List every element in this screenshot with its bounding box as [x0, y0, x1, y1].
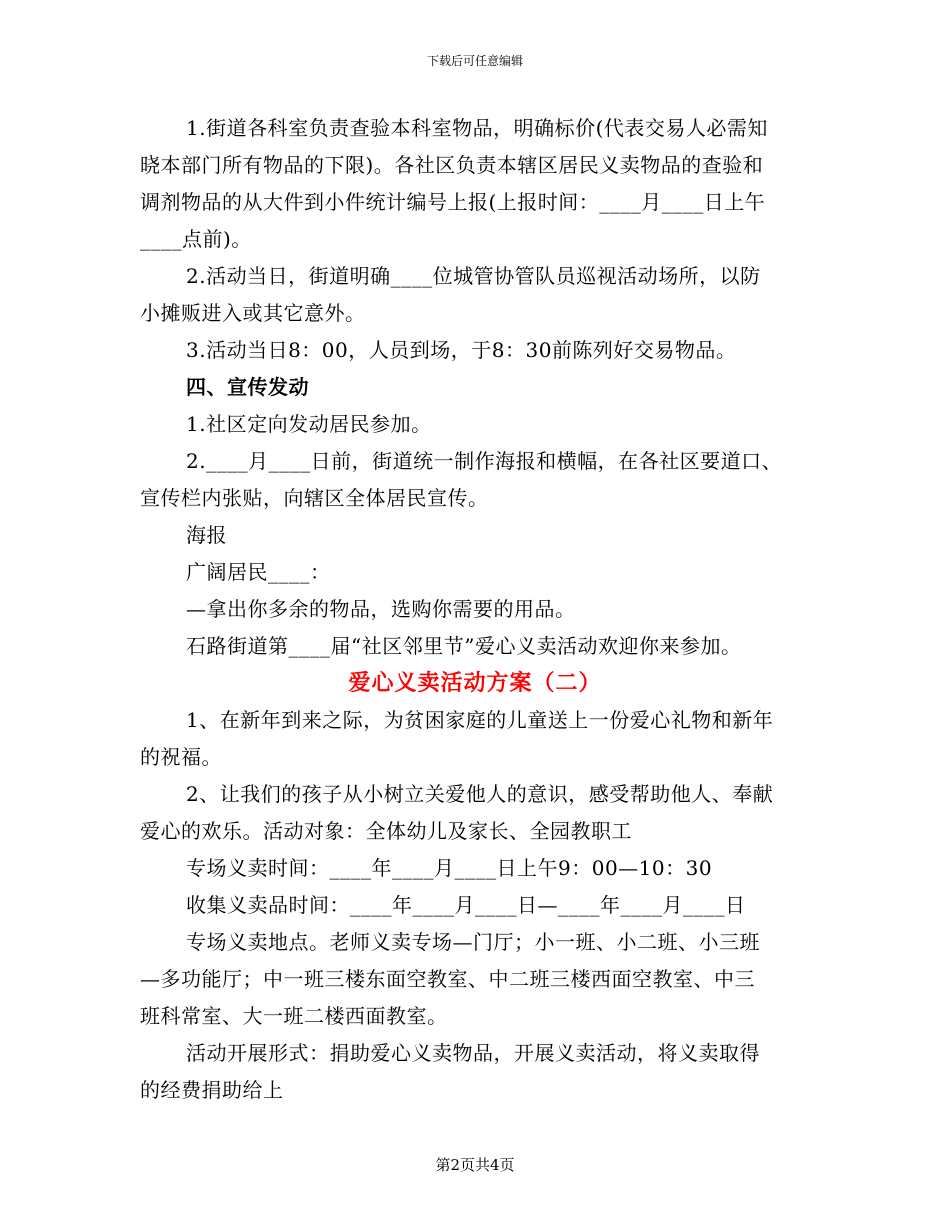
body-line: 3.活动当日8：00，人员到场，于8：30前陈列好交易物品。	[186, 338, 737, 362]
body-line: 调剂物品的从大件到小件统计编号上报(上报时间：____月____日上午	[140, 190, 766, 214]
page-header: 下载后可任意编辑	[426, 54, 523, 68]
body-line: 班科常室、大一班二楼西面教室。	[140, 1004, 448, 1028]
body-line: 晓本部门所有物品的下限)。各社区负责本辖区居民义卖物品的查验和	[140, 153, 764, 177]
document-title: 爱心义卖活动方案（二）	[348, 670, 602, 696]
body-line: —多功能厅；中一班三楼东面空教室、中二班三楼西面空教室、中三	[140, 967, 755, 991]
body-line: 小摊贩进入或其它意外。	[140, 301, 366, 325]
body-line: 活动开展形式：捐助爱心义卖物品，开展义卖活动，将义卖取得	[186, 1041, 760, 1065]
body-line: 2、让我们的孩子从小树立关爱他人的意识，感受帮助他人、奉献	[186, 782, 774, 806]
body-line: 海报	[186, 523, 227, 547]
body-line: 广阔居民____：	[186, 560, 331, 584]
body-line: 2.____月____日前，街道统一制作海报和横幅，在各社区要道口、	[186, 449, 783, 473]
body-line: 宣传栏内张贴，向辖区全体居民宣传。	[140, 486, 489, 510]
body-line: 的祝福。	[140, 745, 222, 769]
body-line: 1.社区定向发动居民参加。	[186, 412, 432, 436]
body-line: ____点前)。	[140, 227, 252, 251]
body-line: 石路街道第____届“社区邻里节”爱心义卖活动欢迎你来参加。	[186, 634, 742, 658]
body-line: 2.活动当日，街道明确____位城管协管队员巡视活动场所，以防	[186, 264, 761, 288]
body-line: 收集义卖品时间：____年____月____日—____年____月____日	[186, 893, 746, 917]
body-line: 1、在新年到来之际，为贫困家庭的儿童送上一份爱心礼物和新年	[186, 708, 774, 732]
body-line: 爱心的欢乐。活动对象：全体幼儿及家长、全园教职工	[140, 819, 632, 843]
page-footer: 第2页共4页	[435, 1156, 515, 1174]
body-line: 的经费捐助给上	[140, 1078, 284, 1102]
section-heading: 四、宣传发动	[186, 375, 309, 399]
body-line: 专场义卖时间：____年____月____日上午9：00—10：30	[186, 856, 713, 880]
body-line: —拿出你多余的物品，选购你需要的用品。	[186, 597, 576, 621]
body-line: 1.街道各科室负责查验本科室物品，明确标价(代表交易人必需知	[186, 116, 768, 140]
body-line: 专场义卖地点。老师义卖专场—门厅；小一班、小二班、小三班	[186, 930, 760, 954]
document-body	[140, 110, 810, 1109]
